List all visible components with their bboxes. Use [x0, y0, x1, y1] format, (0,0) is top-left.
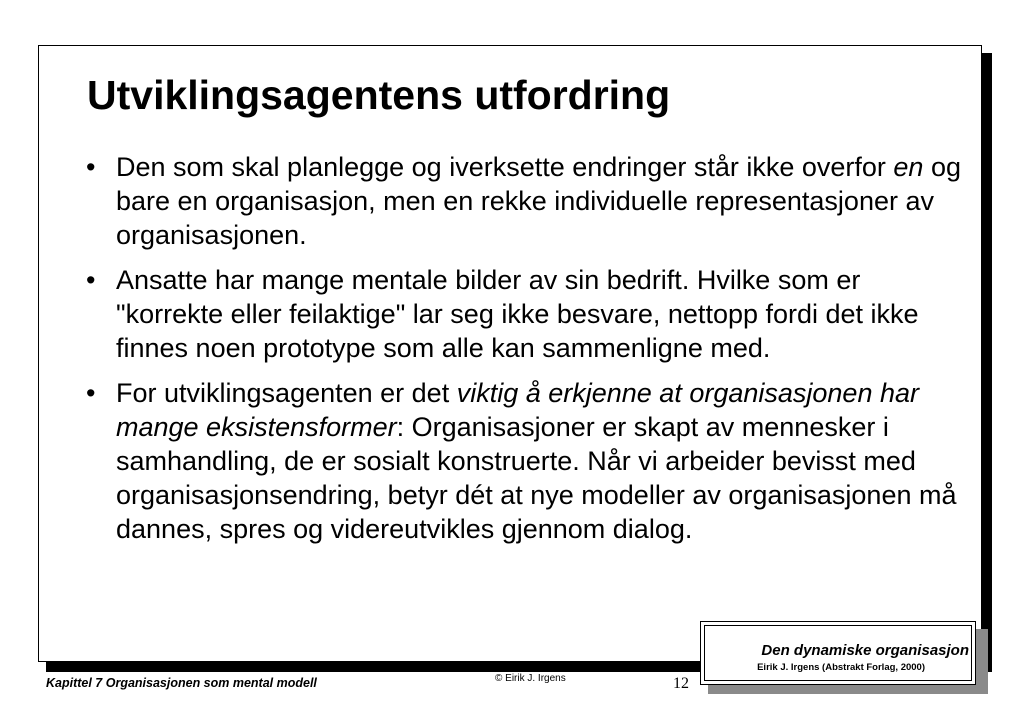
book-author: Eirik J. Irgens (Abstrakt Forlag, 2000)	[757, 662, 925, 673]
bullet-icon: •	[86, 265, 96, 295]
bullet-icon: •	[86, 378, 96, 408]
footer-copyright: © Eirik J. Irgens	[495, 673, 566, 684]
bullet-item-3	[86, 376, 966, 546]
page-number: 12	[673, 675, 689, 692]
bullet-3-text-end: : Organisasjoner er skapt av mennesker i samhandling, de er sosialt konstruerte. Når vi arbeider bevisst med organisasjonsendring, betyr dét at nye modeller av organisasjonen må dannes, spres og videreutvikles gjennom dialog.	[116, 412, 957, 544]
bullet-1-text-end: og bare en organisasjon, men en rekke individuelle representasjoner av organisasjonen.	[116, 152, 961, 250]
slide-title: Utviklingsagentens utfordring	[87, 72, 671, 118]
bullet-2-text: Ansatte har mange mentale bilder av sin bedrift. Hvilke som er "korrekte eller feilaktige" lar seg ikke besvare, nettopp fordi det ikke finnes noen prototype som alle kan sammenligne med.	[116, 265, 919, 363]
bullet-icon: •	[86, 152, 96, 182]
bullet-list	[86, 150, 966, 557]
book-reference-box	[700, 621, 976, 685]
bullet-item-2	[86, 263, 966, 365]
bullet-3-emphasis: viktig å erkjenne at organisasjonen har mange eksistensformer	[116, 378, 919, 442]
bullet-1-emphasis: en	[893, 152, 924, 182]
footer-chapter: Kapittel 7 Organisasjonen som mental modell	[46, 676, 317, 690]
bullet-1-text: Den som skal planlegge og iverksette endringer står ikke overfor	[116, 152, 894, 182]
book-title: Den dynamiske organisasjon	[761, 642, 969, 659]
bullet-3-text: For utviklingsagenten er det	[116, 378, 457, 408]
bullet-item-1	[86, 150, 966, 252]
